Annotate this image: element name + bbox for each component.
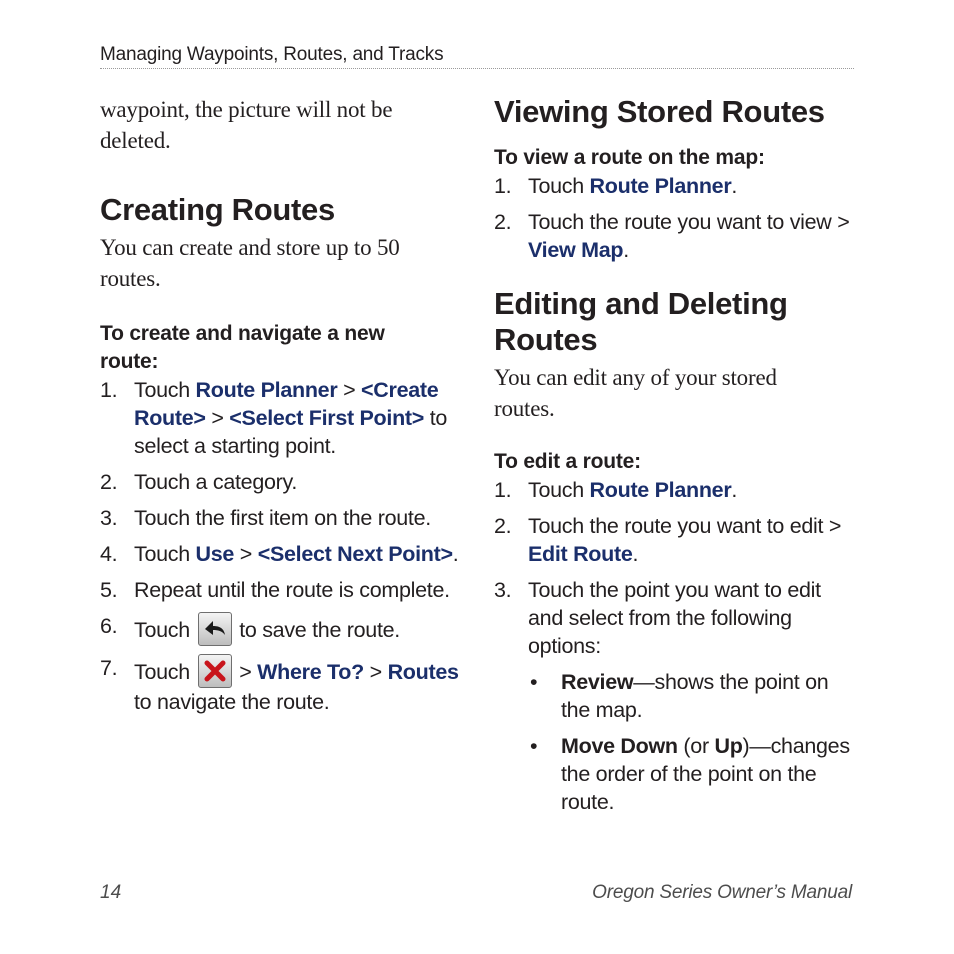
up-option: Up bbox=[714, 734, 743, 758]
list-item: • Move Down (or Up)—changes the order of the point on the route. bbox=[530, 734, 850, 814]
manual-title: Oregon Series Owner’s Manual bbox=[592, 882, 852, 903]
list-item: 1. Touch Route Planner. bbox=[494, 174, 738, 198]
view-map-link[interactable]: View Map bbox=[528, 238, 624, 262]
back-arrow-icon[interactable] bbox=[198, 612, 232, 646]
review-option: Review bbox=[561, 670, 634, 694]
route-planner-link[interactable]: Route Planner bbox=[589, 174, 732, 198]
left-column bbox=[100, 94, 470, 724]
edit-options-list bbox=[528, 668, 854, 816]
list-item: 5. Repeat until the route is complete. bbox=[100, 578, 450, 602]
page-number: 14 bbox=[100, 882, 122, 903]
route-planner-link[interactable]: Route Planner bbox=[589, 478, 732, 502]
header-divider bbox=[100, 68, 854, 69]
list-item: 6. Touch to save the route. bbox=[100, 612, 470, 646]
where-to-link[interactable]: Where To? bbox=[257, 660, 364, 684]
list-item: 3. Touch the point you want to edit and select from the following options: bbox=[494, 578, 821, 658]
creating-routes-body: You can create and store up to 50 routes. bbox=[100, 235, 400, 291]
procedure-title-view: To view a route on the map: bbox=[494, 146, 765, 169]
heading-editing-deleting-routes: Editing and Deleting Routes bbox=[494, 286, 788, 357]
list-item: 2. Touch the route you want to view > View Map. bbox=[494, 210, 850, 262]
heading-viewing-stored-routes: Viewing Stored Routes bbox=[494, 94, 825, 129]
list-item: 1. Touch Route Planner > <Create Route> > <Select First Point> to select a starting point. bbox=[100, 378, 448, 458]
list-item: 2. Touch the route you want to edit > Edit Route. bbox=[494, 514, 842, 566]
right-column bbox=[494, 94, 854, 824]
select-next-point-link[interactable]: <Select Next Point> bbox=[257, 542, 453, 566]
view-route-steps bbox=[494, 172, 854, 264]
list-item: 4. Touch Use > <Select Next Point>. bbox=[100, 542, 459, 566]
red-x-icon[interactable] bbox=[198, 654, 232, 688]
list-item: 3. Touch the first item on the route. bbox=[100, 506, 431, 530]
list-item: 7. Touch > Where To? > Routes to navigate the route. bbox=[100, 656, 459, 714]
route-planner-link[interactable]: Route Planner bbox=[195, 378, 338, 402]
list-item: 2. Touch a category. bbox=[100, 470, 298, 494]
move-down-option: Move Down bbox=[561, 734, 678, 758]
list-item: • Review—shows the point on the map. bbox=[530, 670, 829, 722]
edit-route-link[interactable]: Edit Route bbox=[528, 542, 633, 566]
create-route-link[interactable]: <Create Route> bbox=[134, 378, 439, 430]
routes-link[interactable]: Routes bbox=[387, 660, 459, 684]
continued-paragraph: waypoint, the picture will not be deleted. bbox=[100, 97, 393, 153]
create-route-steps bbox=[100, 376, 470, 716]
list-item: 1. Touch Route Planner. bbox=[494, 478, 738, 502]
procedure-title-edit: To edit a route: bbox=[494, 450, 641, 473]
edit-route-steps bbox=[494, 476, 854, 660]
select-first-point-link[interactable]: <Select First Point> bbox=[229, 406, 425, 430]
heading-creating-routes: Creating Routes bbox=[100, 192, 335, 227]
use-link[interactable]: Use bbox=[195, 542, 235, 566]
running-header: Managing Waypoints, Routes, and Tracks bbox=[100, 44, 444, 65]
editing-routes-body: You can edit any of your stored routes. bbox=[494, 365, 777, 421]
procedure-title-create: To create and navigate a new route: bbox=[100, 322, 385, 373]
